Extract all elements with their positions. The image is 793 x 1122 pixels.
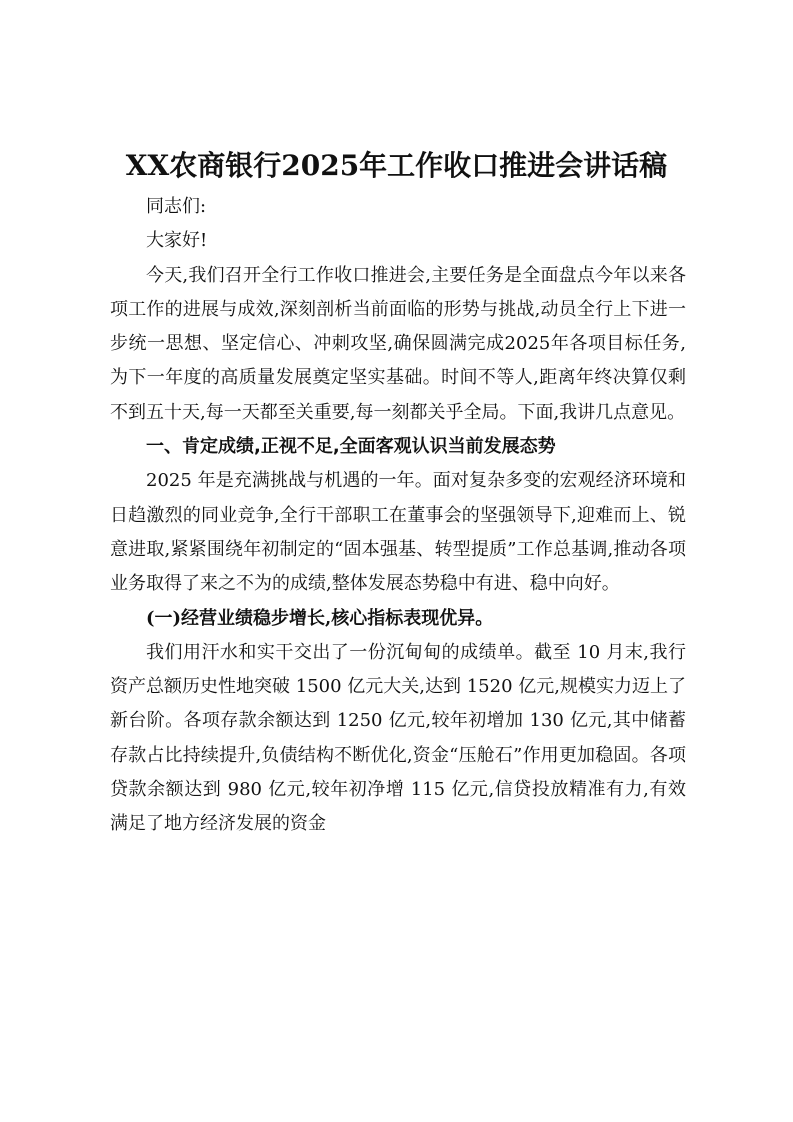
greeting-paragraph: 同志们:: [146, 196, 207, 217]
document-body: [110, 190, 686, 842]
salutation-paragraph: 大家好!: [146, 230, 208, 252]
subsection-heading-1: (一)经营业绩稳步增长,核心指标表现优异。: [146, 607, 494, 629]
overview-paragraph: 2025 年是充满挑战与机遇的一年。面对复杂多变的宏观经济环境和日趋激烈的同业竞争,全行干部职工在董事会的坚强领导下,迎难而上、锐意进取,紧紧围绕年初制定的“固本强基、转型提质”工作总基调,推动各项业务取得了来之不为的成绩,整体发展态势稳中有进、稳中向好。: [110, 470, 686, 595]
intro-paragraph: 今天,我们召开全行工作收口推进会,主要任务是全面盘点今年以来各项工作的进展与成效,深刻剖析当前面临的形势与挑战,动员全行上下进一步统一思想、坚定信心、冲刺攻坚,确保圆满完成2025年各项目标任务,为下一年度的高质量发展奠定坚实基础。时间不等人,距离年终决算仅剩不到五十天,每一天都至关重要,每一刻都关乎全局。下面,我讲几点意见。: [110, 264, 686, 423]
section-heading-1: 一、肯定成绩,正视不足,全面客观认识当前发展态势: [146, 436, 556, 458]
performance-paragraph: 我们用汗水和实干交出了一份沉甸甸的成绩单。截至 10 月末,我行资产总额历史性地突破 1500 亿元大关,达到 1520 亿元,规模实力迈上了新台阶。各项存款余额达到 1250 亿元,较年初增加 130 亿元,其中储蓄存款占比持续提升,负债结构不断优化,资金“压舱石”作用更加稳固。各项贷款余额达到 980 亿元,较年初净增 115 亿元,信贷投放精准有力,有效满足了地方经济发展的资金: [110, 641, 686, 835]
document-title: XX农商银行2025年工作收口推进会讲话稿: [125, 149, 668, 182]
